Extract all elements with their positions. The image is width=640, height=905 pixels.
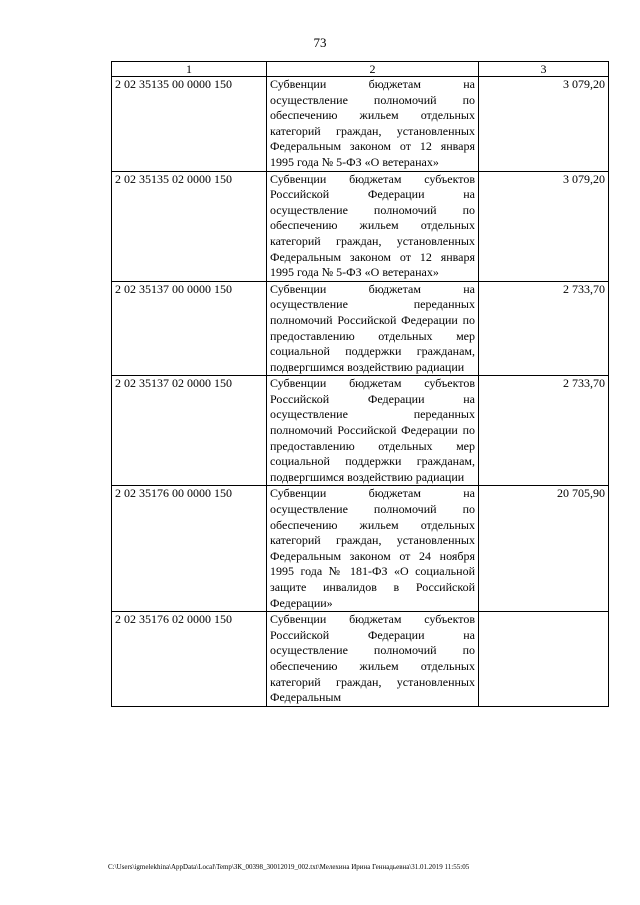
- budget-amount: 3 079,20: [479, 171, 609, 281]
- budget-amount: [479, 612, 609, 707]
- budget-amount: 20 705,90: [479, 486, 609, 612]
- budget-code: 2 02 35135 02 0000 150: [112, 171, 267, 281]
- table-row: [112, 77, 609, 172]
- budget-amount: 2 733,70: [479, 281, 609, 376]
- budget-description: Субвенции бюджетам на осуществление переданных полномочий Российской Федерации по предоставлению отдельных мер социальной поддержки гражданам, подвергшимся воздействию радиации: [267, 281, 479, 376]
- budget-description: Субвенции бюджетам на осуществление полномочий по обеспечению жильем отдельных категорий граждан, установленных Федеральным законом от 12 января 1995 года № 5-ФЗ «О ветеранах»: [267, 77, 479, 172]
- budget-amount: 3 079,20: [479, 77, 609, 172]
- table-row: [112, 376, 609, 486]
- budget-amount: 2 733,70: [479, 376, 609, 486]
- budget-description: Субвенции бюджетам на осуществление полномочий по обеспечению жильем отдельных категорий граждан, установленных Федеральным законом от 24 ноября 1995 года № 181-ФЗ «О социальной защите инвалидов в Российской Федерации»: [267, 486, 479, 612]
- budget-description: Субвенции бюджетам субъектов Российской Федерации на осуществление полномочий по обеспечению жильем отдельных категорий граждан, установленных Федеральным: [267, 612, 479, 707]
- table-header-row: [112, 62, 609, 77]
- budget-table: [111, 61, 609, 707]
- column-header-description: 2: [267, 62, 479, 77]
- budget-description: Субвенции бюджетам субъектов Российской Федерации на осуществление полномочий по обеспечению жильем отдельных категорий граждан, установленных Федеральным законом от 12 января 1995 года № 5-ФЗ «О ветеранах»: [267, 171, 479, 281]
- page-number: 73: [313, 35, 327, 50]
- budget-description: Субвенции бюджетам субъектов Российской Федерации на осуществление переданных полномочий Российской Федерации по предоставлению отдельных мер социальной поддержки гражданам, подвергшимся воздействию радиации: [267, 376, 479, 486]
- table-row: [112, 281, 609, 376]
- table-row: [112, 171, 609, 281]
- budget-code: 2 02 35137 02 0000 150: [112, 376, 267, 486]
- column-header-amount: 3: [479, 62, 609, 77]
- table-row: [112, 612, 609, 707]
- budget-code: 2 02 35135 00 0000 150: [112, 77, 267, 172]
- column-header-code: 1: [112, 62, 267, 77]
- budget-code: 2 02 35176 00 0000 150: [112, 486, 267, 612]
- budget-code: 2 02 35176 02 0000 150: [112, 612, 267, 707]
- table-row: [112, 486, 609, 612]
- file-path-footer: C:\Users\igmelekhina\AppData\Local\Temp\ЗК_00398_30012019_002.txt\Мелехина Ирина Геннадьевна\31.01.2019 11:55:05: [108, 863, 470, 871]
- budget-code: 2 02 35137 00 0000 150: [112, 281, 267, 376]
